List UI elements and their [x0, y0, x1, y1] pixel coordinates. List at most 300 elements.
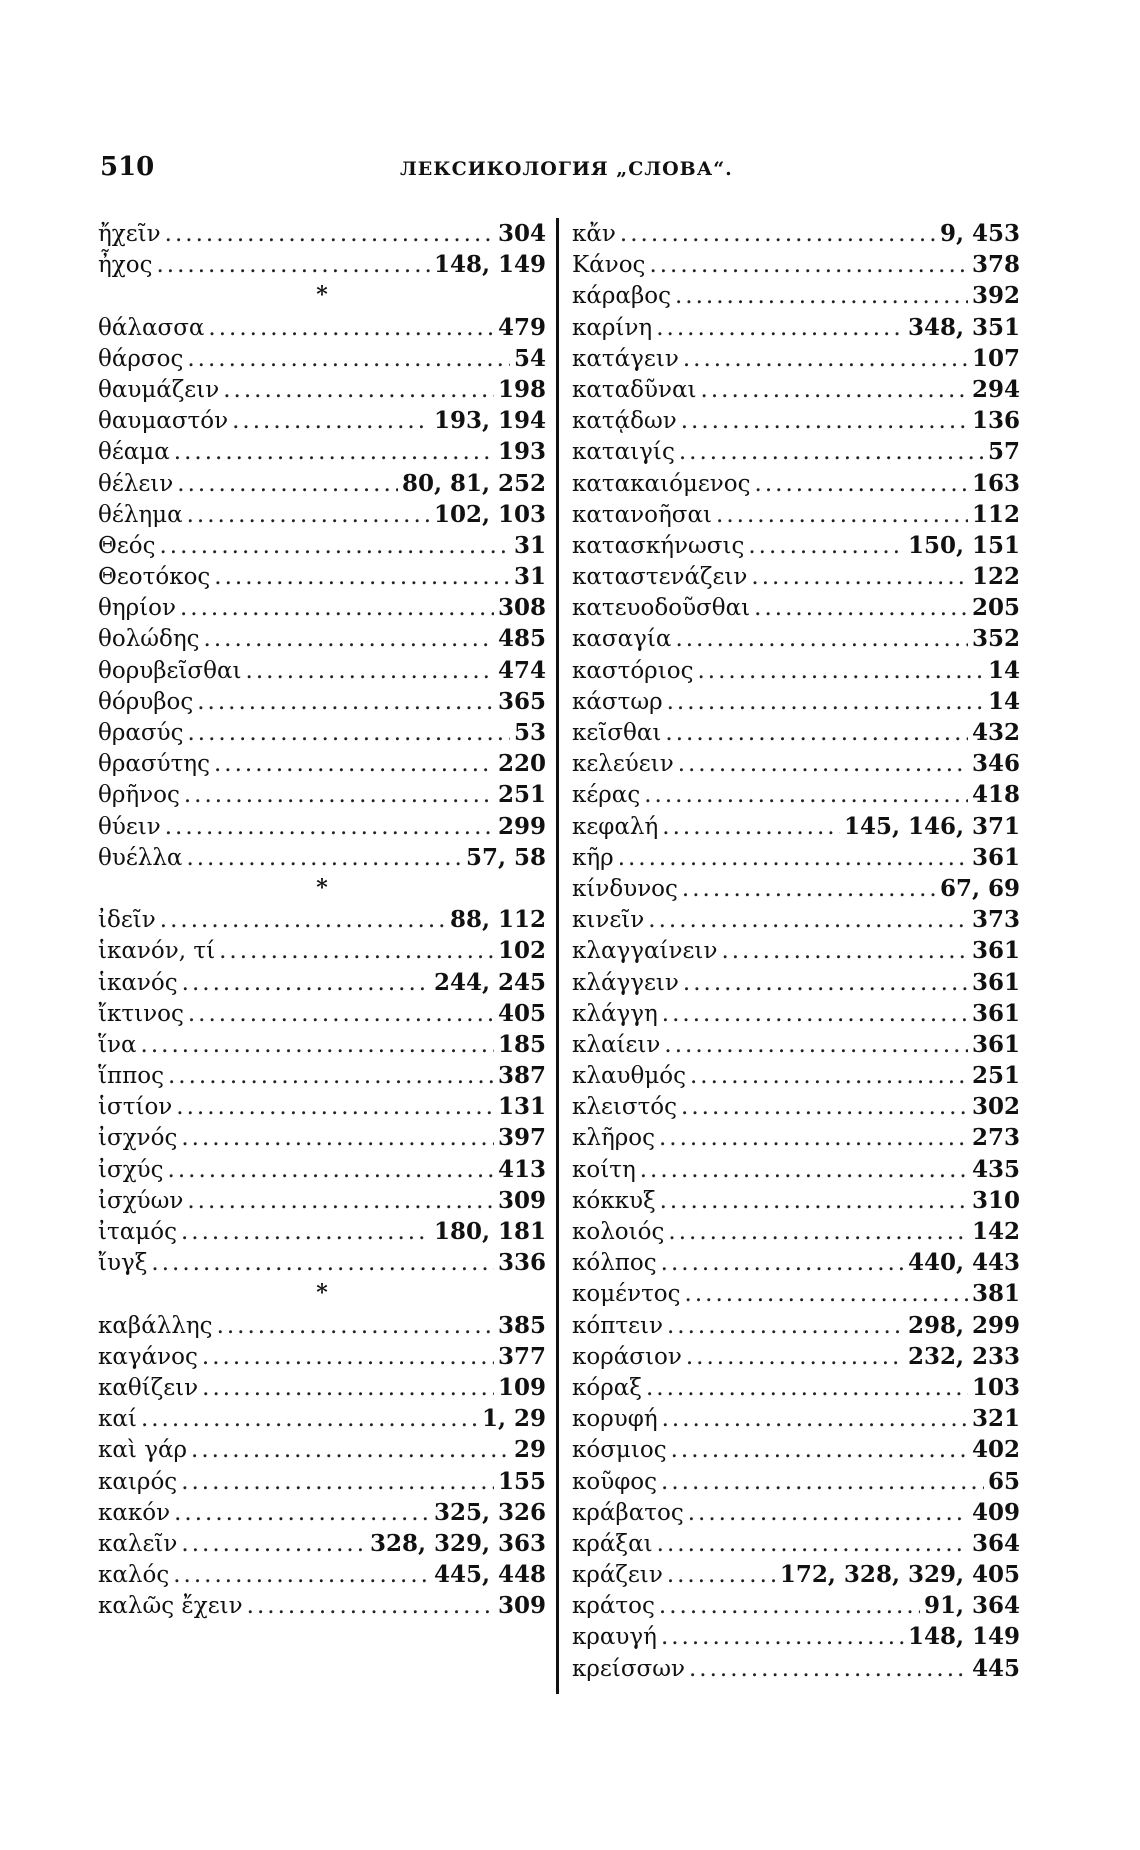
index-term: καταστενάζειν — [572, 564, 748, 591]
index-column-left — [98, 218, 546, 1621]
leader-dots — [181, 1123, 494, 1154]
leader-dots — [662, 812, 840, 843]
index-term: κακόν — [98, 1499, 171, 1526]
index-term: θρῆνος — [98, 782, 180, 809]
leader-dots — [176, 1092, 494, 1123]
leader-dots — [646, 1373, 968, 1404]
index-term: κινεῖν — [572, 907, 645, 934]
leader-dots — [649, 250, 968, 281]
page-references: 185 — [497, 1030, 546, 1058]
index-entry — [572, 1372, 1020, 1403]
leader-dots — [168, 1061, 494, 1092]
index-entry — [572, 249, 1020, 280]
leader-dots — [187, 718, 510, 749]
leader-dots — [675, 281, 968, 312]
leader-dots — [618, 843, 968, 874]
index-entry — [572, 436, 1020, 467]
leader-dots — [197, 687, 494, 718]
index-term: κατᾴδων — [572, 408, 677, 435]
index-term: θυέλλα — [98, 844, 183, 871]
leader-dots — [683, 968, 968, 999]
leader-dots — [187, 1186, 494, 1217]
page-references: 361 — [971, 1030, 1020, 1058]
index-entry — [572, 218, 1020, 249]
leader-dots — [202, 1373, 494, 1404]
index-term: καὶ γάρ — [98, 1437, 188, 1464]
leader-dots — [667, 1311, 904, 1342]
index-entry — [98, 1247, 546, 1278]
page-references: 304 — [497, 220, 546, 247]
index-entry — [572, 935, 1020, 966]
page-references: 67, 69 — [939, 874, 1020, 902]
page-references: 53 — [513, 719, 546, 746]
index-term: θάλασσα — [98, 314, 205, 341]
index-term: κοῦφος — [572, 1468, 658, 1495]
leader-dots — [701, 375, 968, 406]
section-separator: * — [316, 1280, 328, 1307]
running-title: ЛЕКСИКОЛОГИЯ „СЛОВА“. — [400, 158, 733, 180]
page-references: 378 — [971, 251, 1020, 279]
page-references: 244, 245 — [433, 968, 546, 996]
index-entry — [572, 686, 1020, 717]
index-term: κεῖσθαι — [572, 720, 662, 746]
page-references: 1, 29 — [481, 1405, 546, 1433]
leader-dots — [181, 1467, 494, 1498]
page-references: 9, 453 — [939, 220, 1020, 247]
index-entry — [98, 904, 546, 935]
page-references: 346 — [971, 750, 1020, 778]
index-term: θηρίον — [98, 595, 176, 622]
page-references: 309 — [497, 1186, 546, 1214]
index-term: Κάνος — [572, 252, 646, 279]
index-entry — [98, 1497, 546, 1528]
index-term: καλός — [98, 1562, 170, 1589]
index-entry — [572, 1154, 1020, 1185]
index-term: θόρυβος — [98, 688, 194, 715]
index-term: κίνδυνος — [572, 875, 678, 902]
leader-dots — [219, 936, 494, 967]
index-entry — [572, 1653, 1020, 1684]
index-term: ἱστίον — [98, 1094, 173, 1121]
index-entry — [98, 1154, 546, 1185]
leader-dots — [661, 1622, 904, 1653]
page-references: 150, 151 — [907, 531, 1020, 559]
leader-dots — [247, 1591, 494, 1622]
page-references: 432 — [971, 719, 1020, 746]
index-entry — [572, 374, 1020, 405]
page-references: 402 — [971, 1436, 1020, 1464]
leader-dots — [678, 749, 968, 780]
leader-dots — [648, 905, 968, 936]
leader-dots — [754, 593, 968, 624]
index-term: κατευοδοῦσθαι — [572, 595, 751, 622]
page-references: 148, 149 — [907, 1623, 1020, 1651]
index-entry — [98, 686, 546, 717]
leader-dots — [165, 812, 494, 843]
index-term: θαυμάζειν — [98, 376, 220, 403]
page-references: 352 — [971, 625, 1020, 653]
index-term: κορυφή — [572, 1406, 658, 1433]
leader-dots — [662, 1404, 968, 1435]
index-entry — [572, 1559, 1020, 1590]
page-references: 373 — [971, 906, 1020, 934]
index-term: κῆρ — [572, 844, 614, 871]
page-references: 163 — [971, 469, 1020, 497]
index-term: καταιγίς — [572, 439, 675, 466]
page-references: 31 — [513, 531, 546, 559]
page-references: 328, 329, 363 — [369, 1529, 546, 1557]
page-references: 54 — [513, 344, 546, 372]
index-term: κέρας — [572, 782, 641, 809]
page-references: 31 — [513, 563, 546, 591]
leader-dots — [657, 1529, 968, 1560]
leader-dots — [659, 1123, 968, 1154]
index-entry — [572, 1590, 1020, 1621]
index-entry — [572, 1621, 1020, 1652]
page-references: 148, 149 — [433, 251, 546, 279]
leader-dots — [214, 562, 510, 593]
page-references: 109 — [497, 1373, 546, 1401]
index-term: καρίνη — [572, 314, 653, 341]
page-references: 409 — [971, 1498, 1020, 1526]
index-term: κατάγειν — [572, 345, 679, 372]
leader-dots — [682, 874, 936, 905]
index-entry — [572, 904, 1020, 935]
index-entry — [572, 842, 1020, 873]
leader-dots — [186, 843, 462, 874]
index-entry — [98, 1372, 546, 1403]
leader-dots — [679, 437, 984, 468]
index-entry — [572, 655, 1020, 686]
leader-dots — [208, 313, 494, 344]
index-entry — [98, 655, 546, 686]
index-entry — [98, 312, 546, 343]
page-references: 232, 233 — [907, 1342, 1020, 1370]
page-references: 364 — [971, 1529, 1020, 1557]
leader-dots — [675, 624, 968, 655]
index-entry — [572, 1060, 1020, 1091]
index-entry — [572, 1216, 1020, 1247]
leader-dots — [697, 656, 984, 687]
page-references: 14 — [987, 656, 1020, 684]
leader-dots — [683, 344, 968, 375]
page-references: 435 — [971, 1155, 1020, 1183]
page-references: 198 — [497, 375, 546, 403]
index-entry — [98, 748, 546, 779]
leader-dots — [184, 780, 494, 811]
index-entry — [572, 280, 1020, 311]
page-references: 299 — [497, 812, 546, 840]
page-references: 361 — [971, 999, 1020, 1027]
page-references: 65 — [987, 1467, 1020, 1495]
index-entry — [98, 811, 546, 842]
index-entry — [572, 1434, 1020, 1465]
index-entry — [98, 468, 546, 499]
index-term: καλεῖν — [98, 1530, 178, 1557]
leader-dots — [191, 1435, 510, 1466]
leader-dots — [620, 219, 936, 250]
index-term: κράξαι — [572, 1530, 653, 1557]
index-entry — [572, 1403, 1020, 1434]
page-references: 193 — [497, 438, 546, 466]
index-entry — [572, 468, 1020, 499]
leader-dots — [644, 780, 968, 811]
index-term: κλάγγειν — [572, 969, 679, 996]
index-term: ἴυγξ — [98, 1250, 148, 1277]
index-entry — [572, 1247, 1020, 1278]
index-column-right — [572, 218, 1020, 1684]
index-entry — [98, 967, 546, 998]
page-references: 361 — [971, 843, 1020, 871]
page-references: 365 — [497, 687, 546, 715]
leader-dots — [671, 1435, 968, 1466]
index-term: κόραξ — [572, 1374, 642, 1401]
index-term: ἰσχύων — [98, 1187, 184, 1214]
leader-dots — [204, 624, 494, 655]
index-term: κόπτειν — [572, 1312, 663, 1339]
index-term: ἰσχνός — [98, 1125, 178, 1152]
index-term: θρασύς — [98, 720, 184, 746]
leader-dots — [160, 905, 446, 936]
index-term: καβάλλης — [98, 1312, 213, 1339]
index-entry — [572, 561, 1020, 592]
index-term: κατακαιόμενος — [572, 470, 751, 497]
index-entry — [572, 1466, 1020, 1497]
page-references: 413 — [497, 1155, 546, 1183]
leader-dots — [716, 500, 968, 531]
page-references: 302 — [971, 1093, 1020, 1121]
index-entry — [98, 1185, 546, 1216]
section-separator: * — [316, 874, 328, 901]
index-entry — [98, 842, 546, 873]
index-entry — [572, 405, 1020, 436]
index-entry — [572, 873, 1020, 904]
leader-dots — [661, 1248, 904, 1279]
page-references: 445, 448 — [433, 1561, 546, 1589]
page-references: 57 — [987, 438, 1020, 466]
index-term: κόσμιος — [572, 1437, 667, 1464]
page-references: 251 — [497, 781, 546, 809]
leader-dots — [182, 968, 430, 999]
index-term: κομέντος — [572, 1281, 681, 1308]
page-references: 310 — [971, 1186, 1020, 1214]
column-divider — [556, 218, 559, 1694]
page-references: 145, 146, 371 — [843, 812, 1020, 840]
index-entry — [572, 623, 1020, 654]
index-term: κασαγία — [572, 626, 672, 653]
page-references: 479 — [497, 313, 546, 341]
index-term: κράτος — [572, 1593, 655, 1620]
index-term: κατανοῆσαι — [572, 501, 713, 528]
index-term: καί — [98, 1406, 137, 1433]
leader-dots — [755, 469, 968, 500]
index-entry — [572, 530, 1020, 561]
index-term: κράβατος — [572, 1499, 684, 1526]
leader-dots — [168, 1155, 494, 1186]
index-term: κεφαλή — [572, 813, 659, 840]
leader-dots — [685, 1279, 968, 1310]
index-term: κολοιός — [572, 1219, 665, 1245]
page-references: 273 — [971, 1124, 1020, 1152]
index-entry — [572, 1278, 1020, 1309]
index-term: θολώδης — [98, 626, 200, 653]
index-term: ἱκανόν, τί — [98, 938, 216, 965]
leader-dots — [665, 718, 968, 749]
index-term: Θεοτόκος — [98, 564, 211, 591]
index-term: θύειν — [98, 813, 161, 840]
leader-dots — [202, 1342, 494, 1373]
index-term: καλῶς ἔχειν — [98, 1593, 243, 1620]
index-entry — [98, 499, 546, 530]
leader-dots — [688, 1498, 968, 1529]
index-entry — [572, 1497, 1020, 1528]
leader-dots — [165, 219, 494, 250]
page-references: 107 — [971, 344, 1020, 372]
index-entry — [98, 405, 546, 436]
index-term: κοράσιον — [572, 1343, 682, 1370]
page-references: 102, 103 — [433, 500, 546, 528]
page-references: 321 — [971, 1405, 1020, 1433]
index-term: ἰδεῖν — [98, 907, 156, 934]
leader-dots — [667, 1560, 776, 1591]
index-entry — [98, 1466, 546, 1497]
index-entry — [98, 1590, 546, 1621]
leader-dots — [187, 500, 430, 531]
index-entry — [98, 998, 546, 1029]
index-entry — [98, 1216, 546, 1247]
index-term: θέαμα — [98, 439, 170, 466]
index-term: κλαίειν — [572, 1031, 661, 1058]
index-term: ἰταμός — [98, 1219, 177, 1245]
page-references: 325, 326 — [433, 1498, 546, 1526]
leader-dots — [156, 250, 430, 281]
leader-dots — [188, 999, 494, 1030]
index-term: θαυμαστόν — [98, 408, 229, 435]
leader-dots — [246, 656, 494, 687]
page-references: 80, 81, 252 — [401, 469, 546, 497]
leader-dots — [689, 1654, 968, 1685]
index-term: καγάνος — [98, 1343, 198, 1370]
index-entry — [98, 561, 546, 592]
index-entry — [98, 592, 546, 623]
index-term: κοίτη — [572, 1156, 636, 1183]
index-entry — [98, 1341, 546, 1372]
leader-dots — [656, 313, 904, 344]
index-term: Θεός — [98, 532, 156, 559]
index-entry — [98, 374, 546, 405]
index-term: κἄν — [572, 221, 616, 247]
leader-dots — [681, 1092, 968, 1123]
index-entry — [98, 1528, 546, 1559]
leader-dots — [668, 1217, 968, 1248]
index-term: θέλειν — [98, 470, 174, 497]
page-references: 405 — [497, 999, 546, 1027]
index-term: κράζειν — [572, 1562, 663, 1589]
leader-dots — [721, 936, 968, 967]
index-term: ἰσχύς — [98, 1156, 164, 1183]
index-term: κατασκήνωσις — [572, 532, 745, 559]
index-entry — [98, 935, 546, 966]
leader-dots — [660, 1186, 968, 1217]
page-references: 88, 112 — [449, 906, 546, 934]
page-number: 510 — [100, 152, 155, 182]
page-references: 336 — [497, 1249, 546, 1277]
page-references: 445 — [971, 1654, 1020, 1682]
index-term: κλῆρος — [572, 1125, 655, 1152]
leader-dots — [217, 1311, 494, 1342]
index-term: θάρσος — [98, 345, 184, 372]
index-entry — [98, 1403, 546, 1434]
page-references: 205 — [971, 594, 1020, 622]
index-term: καιρός — [98, 1468, 178, 1495]
page-references: 29 — [513, 1436, 546, 1464]
index-entry — [572, 499, 1020, 530]
index-entry — [572, 779, 1020, 810]
leader-dots — [177, 469, 398, 500]
index-term: κόκκυξ — [572, 1187, 656, 1214]
index-entry — [98, 1122, 546, 1153]
page-references: 485 — [497, 625, 546, 653]
page-references: 122 — [971, 563, 1020, 591]
page-references: 474 — [497, 656, 546, 684]
leader-dots — [664, 1030, 968, 1061]
leader-dots — [160, 531, 510, 562]
index-entry — [98, 436, 546, 467]
page-references: 418 — [971, 781, 1020, 809]
index-term: κελεύειν — [572, 751, 674, 778]
index-entry — [98, 249, 546, 280]
index-term: καταδῦναι — [572, 376, 697, 403]
index-entry — [572, 748, 1020, 779]
index-entry — [572, 1528, 1020, 1559]
page-references: 387 — [497, 1062, 546, 1090]
index-term: κλάγγη — [572, 1000, 658, 1027]
index-term: ἱκανός — [98, 969, 178, 996]
index-entry — [572, 1091, 1020, 1122]
index-term: κάστωρ — [572, 688, 663, 715]
leader-dots — [180, 593, 494, 624]
page-references: 377 — [497, 1342, 546, 1370]
page-references: 361 — [971, 937, 1020, 965]
index-term: κάραβος — [572, 283, 671, 310]
page-references: 112 — [971, 500, 1020, 528]
index-term: ἤχεῖν — [98, 221, 161, 247]
leader-dots — [181, 1529, 366, 1560]
index-term: ἵνα — [98, 1031, 137, 1058]
leader-dots — [661, 1467, 984, 1498]
index-entry — [98, 779, 546, 810]
page-references: 57, 58 — [465, 843, 546, 871]
index-term: κλαγγαίνειν — [572, 938, 718, 965]
index-entry — [572, 592, 1020, 623]
index-term: θορυβεῖσθαι — [98, 657, 242, 684]
index-entry — [98, 1060, 546, 1091]
page-references: 14 — [987, 687, 1020, 715]
page-references: 180, 181 — [433, 1218, 546, 1245]
leader-dots — [748, 531, 904, 562]
page-header — [100, 152, 1020, 192]
index-term: κραυγή — [572, 1624, 657, 1651]
page-references: 294 — [971, 375, 1020, 403]
index-entry — [572, 1341, 1020, 1372]
index-term: κλαυθμός — [572, 1063, 686, 1090]
leader-dots — [232, 406, 430, 437]
page-references: 298, 299 — [907, 1311, 1020, 1339]
index-term: θρασύτης — [98, 751, 210, 778]
leader-dots — [681, 406, 968, 437]
index-term: ἦχος — [98, 252, 153, 279]
index-entry — [572, 967, 1020, 998]
